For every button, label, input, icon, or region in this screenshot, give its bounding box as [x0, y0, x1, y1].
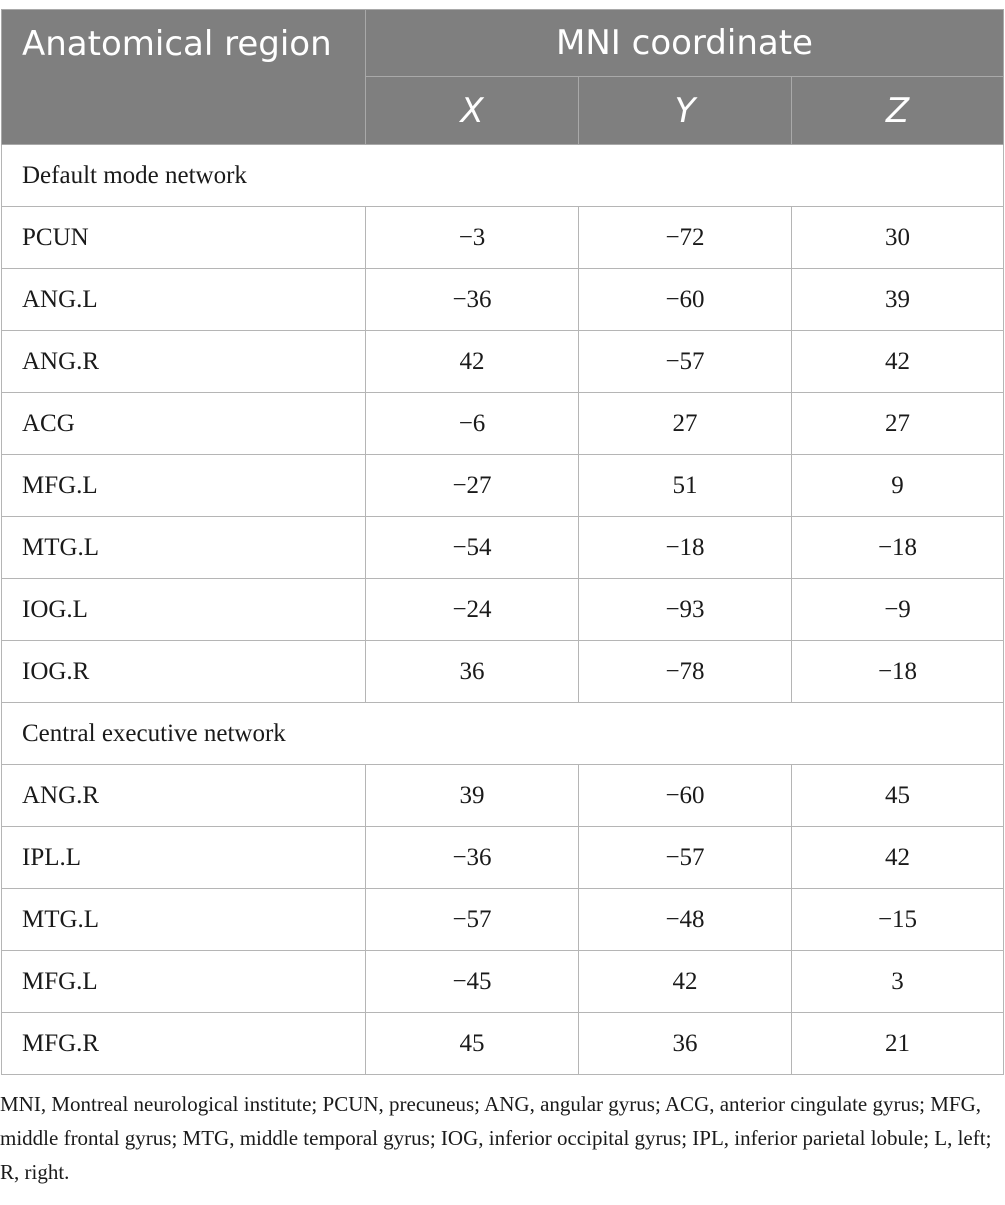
- x-cell: −27: [366, 455, 579, 517]
- mni-coordinate-table: [1, 9, 1004, 1075]
- y-cell: −60: [579, 765, 792, 827]
- table-row: [2, 207, 1004, 269]
- x-cell: −57: [366, 889, 579, 951]
- z-axis-header: Z: [792, 77, 1004, 145]
- table-row: [2, 1013, 1004, 1075]
- region-cell: MFG.L: [2, 951, 366, 1013]
- x-cell: −36: [366, 269, 579, 331]
- z-cell: 45: [792, 765, 1004, 827]
- section-title: Central executive network: [2, 703, 1004, 765]
- z-cell: 21: [792, 1013, 1004, 1075]
- region-cell: ANG.R: [2, 331, 366, 393]
- region-cell: MTG.L: [2, 517, 366, 579]
- y-cell: −48: [579, 889, 792, 951]
- region-cell: ACG: [2, 393, 366, 455]
- region-cell: MTG.L: [2, 889, 366, 951]
- y-cell: −18: [579, 517, 792, 579]
- y-cell: 36: [579, 1013, 792, 1075]
- z-cell: 42: [792, 827, 1004, 889]
- z-cell: 42: [792, 331, 1004, 393]
- x-cell: −45: [366, 951, 579, 1013]
- region-cell: IOG.L: [2, 579, 366, 641]
- region-cell: ANG.R: [2, 765, 366, 827]
- table-header: [2, 10, 1004, 145]
- region-cell: IPL.L: [2, 827, 366, 889]
- x-cell: 42: [366, 331, 579, 393]
- y-cell: −60: [579, 269, 792, 331]
- region-cell: MFG.R: [2, 1013, 366, 1075]
- section-row: [2, 703, 1004, 765]
- table-row: [2, 455, 1004, 517]
- y-cell: −93: [579, 579, 792, 641]
- region-cell: ANG.L: [2, 269, 366, 331]
- z-cell: 3: [792, 951, 1004, 1013]
- table-row: [2, 889, 1004, 951]
- table-row: [2, 641, 1004, 703]
- y-cell: −57: [579, 331, 792, 393]
- y-cell: −78: [579, 641, 792, 703]
- table-row: [2, 951, 1004, 1013]
- z-cell: 9: [792, 455, 1004, 517]
- table-row: [2, 393, 1004, 455]
- x-cell: −24: [366, 579, 579, 641]
- x-axis-header: X: [366, 77, 579, 145]
- region-cell: IOG.R: [2, 641, 366, 703]
- table-row: [2, 765, 1004, 827]
- y-cell: 51: [579, 455, 792, 517]
- x-cell: 36: [366, 641, 579, 703]
- x-cell: −3: [366, 207, 579, 269]
- section-title: Default mode network: [2, 145, 1004, 207]
- section-row: [2, 145, 1004, 207]
- table-row: [2, 579, 1004, 641]
- region-cell: MFG.L: [2, 455, 366, 517]
- y-cell: −72: [579, 207, 792, 269]
- x-cell: 39: [366, 765, 579, 827]
- z-cell: 30: [792, 207, 1004, 269]
- z-cell: 39: [792, 269, 1004, 331]
- region-cell: PCUN: [2, 207, 366, 269]
- z-cell: −15: [792, 889, 1004, 951]
- z-cell: −9: [792, 579, 1004, 641]
- y-cell: 42: [579, 951, 792, 1013]
- z-cell: 27: [792, 393, 1004, 455]
- table-row: [2, 517, 1004, 579]
- y-cell: −57: [579, 827, 792, 889]
- z-cell: −18: [792, 517, 1004, 579]
- mni-coordinate-header: MNI coordinate: [366, 10, 1004, 77]
- y-cell: 27: [579, 393, 792, 455]
- table-row: [2, 827, 1004, 889]
- table-row: [2, 331, 1004, 393]
- table-row: [2, 269, 1004, 331]
- z-cell: −18: [792, 641, 1004, 703]
- table-footnote: MNI, Montreal neurological institute; PCUN, precuneus; ANG, angular gyrus; ACG, anterior cingulate gyrus; MFG, middle frontal gyrus; MTG, middle temporal gyrus; IOG, inferior occipital gyrus; IPL, inferior parietal lobule; L, left; R, right.: [0, 1092, 992, 1184]
- x-cell: −6: [366, 393, 579, 455]
- x-cell: −54: [366, 517, 579, 579]
- x-cell: −36: [366, 827, 579, 889]
- y-axis-header: Y: [579, 77, 792, 145]
- table-body: [2, 145, 1004, 1075]
- region-column-header: Anatomical region: [2, 10, 366, 145]
- x-cell: 45: [366, 1013, 579, 1075]
